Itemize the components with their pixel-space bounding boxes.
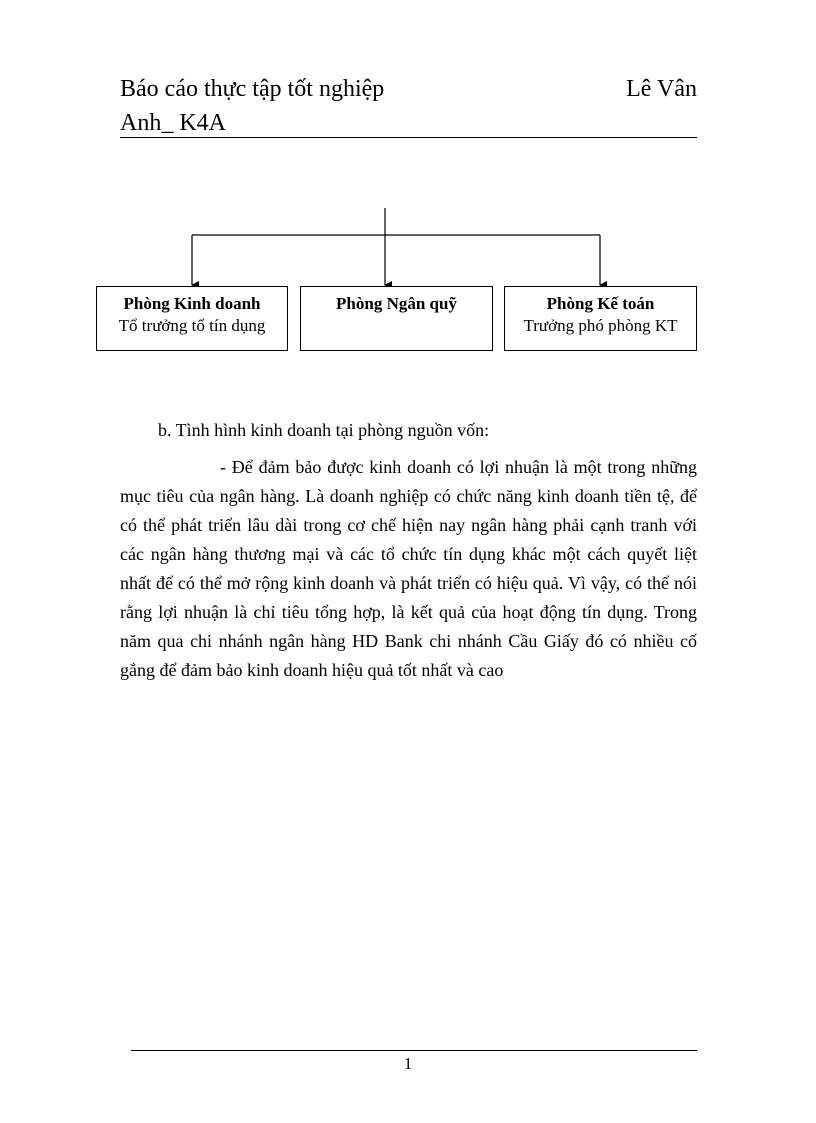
- paragraph-text: - Để đảm bảo được kinh doanh có lợi nhuận là một trong những mục tiêu của ngân hàng. Là doanh nghiệp có chức năng kinh doanh tiền tệ, để có thể phát triển lâu dài trong cơ chế hiện nay ngân hàng phải cạnh tranh với các ngân hàng thương mại và các tổ chức tín dụng khác một cách quyết liệt nhất để có thể mở rộng kinh doanh và phát triển có hiệu quả. Vì vậy, có thể nói rằng lợi nhuận là chỉ tiêu tổng hợp, là kết quả của hoạt động tín dụng. Trong năm qua chi nhánh ngân hàng HD Bank chi nhánh Cầu Giấy đó có nhiều cố gắng để đảm bảo kinh doanh hiệu quả tốt nhất và cao: [120, 457, 697, 680]
- author-name-continued: Anh_ K4A: [120, 110, 226, 136]
- org-box-ngan-quy: [300, 286, 493, 351]
- report-title: Báo cáo thực tập tốt nghiệp: [120, 76, 385, 102]
- body-paragraph: [120, 453, 697, 685]
- org-box-title: Phòng Kinh doanh: [123, 294, 261, 313]
- org-box-title: Phòng Kế toán: [546, 294, 655, 313]
- author-name: Lê Vân: [626, 76, 697, 102]
- org-box-subtitle: Trưởng phó phòng KT: [523, 316, 678, 335]
- org-box-kinh-doanh: [96, 286, 288, 351]
- section-heading: b. Tình hình kinh doanh tại phòng nguồn vốn:: [158, 420, 490, 440]
- org-box-ke-toan: [504, 286, 697, 351]
- org-box-title: Phòng Ngân quỹ: [336, 294, 457, 313]
- page-number: 1: [403, 1054, 413, 1073]
- org-box-subtitle: Tổ trưởng tổ tín dụng: [118, 316, 266, 335]
- footer-divider: [131, 1050, 697, 1051]
